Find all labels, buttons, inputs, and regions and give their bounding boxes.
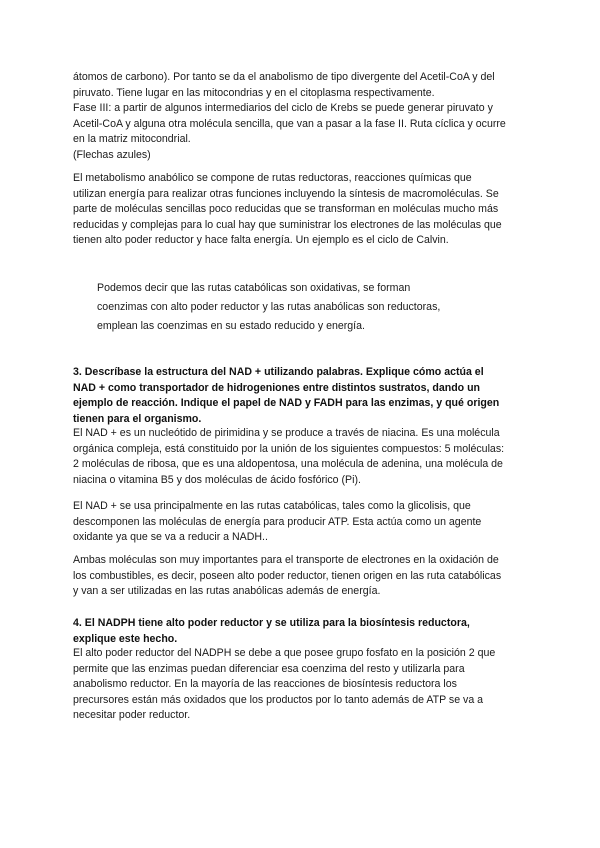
text-line: orgánica compleja, está constituido por la unión de los siguientes compuestos: 5 moléculas: [73,442,505,455]
text-line: El NAD + es un nucleótido de pirimidina y se produce a través de niacina. Es una molécula [73,427,500,439]
paragraph-anabolic-metabolism [73,171,533,249]
text-line: El alto poder reductor del NADPH se debe a que posee grupo fosfato en la posición 2 que [73,647,496,659]
text-line: 3. Descríbase la estructura del NAD + utilizando palabras. Explique cómo actúa el [73,366,484,378]
text-line: Fase III: a partir de algunos intermediarios del ciclo de Krebs se puede generar piruvato y [73,102,493,115]
text-line: explique este hecho. [73,632,178,645]
text-line: tienen alto poder reductor y hace falta energía. Un ejemplo es el ciclo de Calvin. [73,234,449,247]
text-line: coenzimas con alto poder reductor y las rutas anabólicas son reductoras, [97,301,441,314]
text-line: reducidas y complejas para lo cual hay que suministrar los electrones de las moléculas que [73,218,502,231]
text-line: precursores están más oxidados que los productos por lo tanto además de ATP se va a [73,693,484,706]
text-line: NAD + como transportador de hidrogeniones entre distintos sustratos, dando un [73,381,481,394]
paragraph-nad-structure [73,426,533,488]
text-line: Acetil-CoA y alguna otra molécula sencilla, que van a pasar a la fase II. Ruta cíclica y ocurre [73,117,506,130]
text-line: El metabolismo anabólico se compone de rutas reductoras, reacciones químicas que [73,172,472,184]
text-line: 4. El NADPH tiene alto poder reductor y se utiliza para la biosíntesis reductora, [73,617,470,629]
text-line: utilizan energía para realizar otras funciones incluyendo la síntesis de macromoléculas. Se [73,187,499,200]
text-line: descomponen las moléculas de energía para producir ATP. Esta actúa como un agente [73,515,482,528]
text-line: anabolismo reductor. En la mayoría de las reacciones de biosíntesis reductora los [73,678,457,691]
text-line: niacina o vitamina B5 y dos moléculas de ácido fosfórico (Pi). [73,473,361,486]
paragraph-electron-transport [73,553,533,600]
text-line: los combustibles, es decir, poseen alto poder reductor, tienen origen en las ruta catabólicas [73,569,502,582]
text-line: en la matriz mitocondrial. [73,133,191,146]
text-line: parte de moléculas sencillas poco reducidas que se transforman en moléculas mucho más [73,203,499,216]
text-line: (Flechas azules) [73,148,151,161]
text-line: átomos de carbono). Por tanto se da el anabolismo de tipo divergente del Acetil-CoA y del [73,71,495,83]
text-line: necesitar poder reductor. [73,709,191,722]
paragraph-nad-usage [73,499,533,546]
text-line: permite que las enzimas puedan diferenciar esa coenzima del resto y utilizarla para [73,662,465,675]
indented-summary [97,279,557,337]
text-line: Ambas moléculas son muy importantes para el transporte de electrones en la oxidación de [73,554,499,566]
text-line: El NAD + se usa principalmente en las rutas catabólicas, tales como la glicolisis, que [73,500,471,512]
question-4-heading [73,616,533,647]
text-line: 2 moléculas de ribosa, que es una aldopentosa, una molécula de adenina, una molécula de [73,458,503,471]
text-line: Podemos decir que las rutas catabólicas son oxidativas, se forman [97,282,411,294]
question-3-heading [73,365,533,427]
text-line: y van a ser utilizadas en las rutas anabólicas además de energía. [73,585,381,598]
paragraph-anabolism-phases [73,70,533,164]
text-line: piruvato. Tiene lugar en las mitocondrias y en el citoplasma respectivamente. [73,86,435,99]
paragraph-nadph [73,646,533,724]
text-line: tienen para el organismo. [73,412,202,425]
text-line: oxidante ya que se va a reducir a NADH.. [73,531,268,544]
text-line: ejemplo de reacción. Indique el papel de NAD y FADH para las enzimas, y qué origen [73,397,500,410]
text-line: emplean las coenzimas en su estado reducido y energía. [97,320,365,333]
